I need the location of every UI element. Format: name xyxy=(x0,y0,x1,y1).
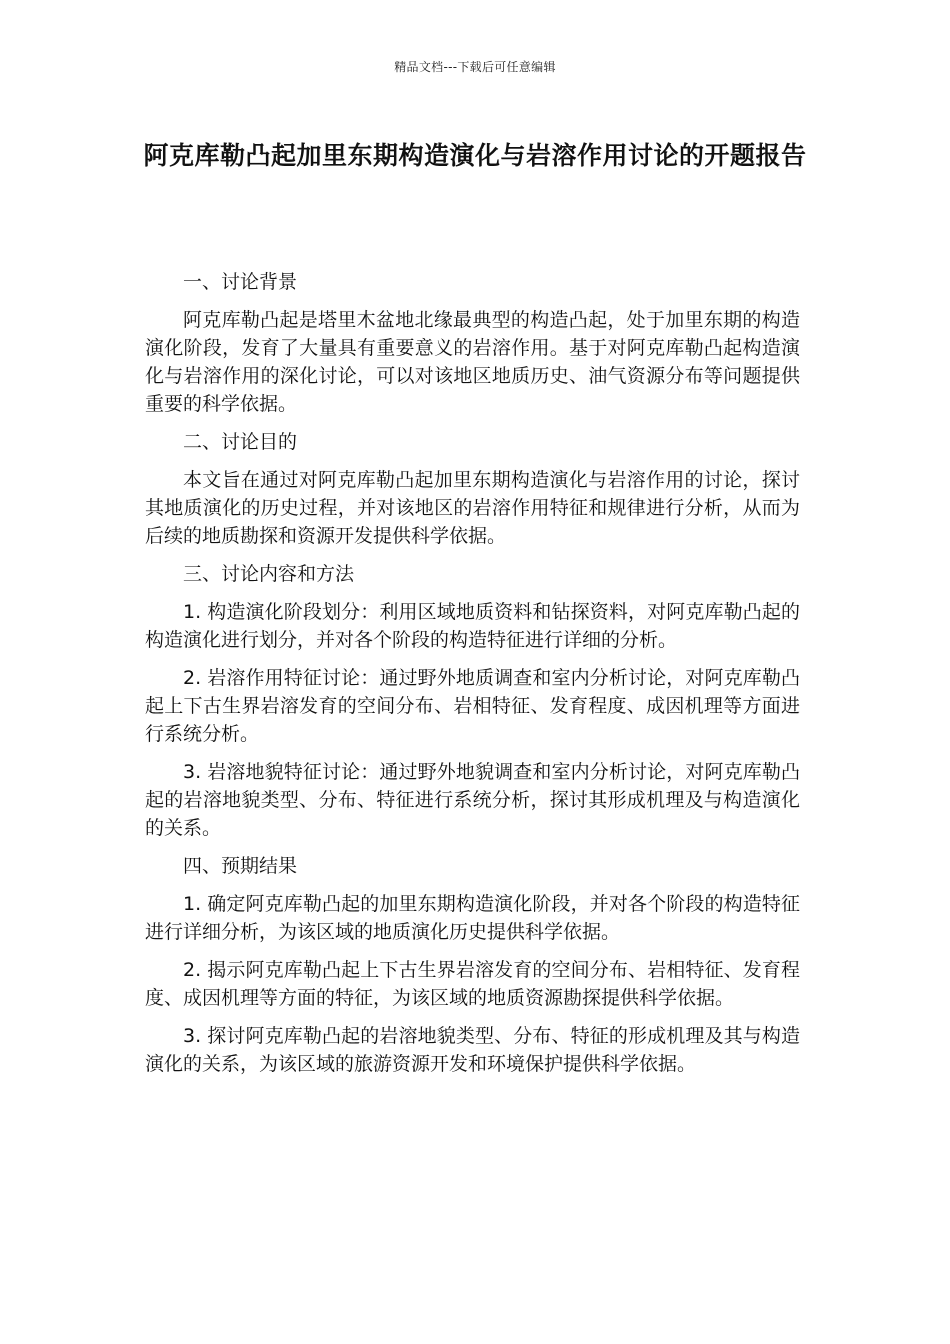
document-body xyxy=(145,268,800,1088)
list-item: 1. 构造演化阶段划分：利用区域地质资料和钻探资料，对阿克库勒凸起的构造演化进行划分，并对各个阶段的构造特征进行详细的分析。 xyxy=(145,601,800,651)
list-item: 2. 揭示阿克库勒凸起上下古生界岩溶发育的空间分布、岩相特征、发育程度、成因机理等方面的特征，为该区域的地质资源勘探提供科学依据。 xyxy=(145,959,800,1009)
list-item: 3. 岩溶地貌特征讨论：通过野外地貌调查和室内分析讨论，对阿克库勒凸起的岩溶地貌类型、分布、特征进行系统分析，探讨其形成机理及与构造演化的关系。 xyxy=(145,761,800,839)
page-header: 精品文档---下载后可任意编辑 xyxy=(394,60,556,74)
section-heading-purpose: 二、讨论目的 xyxy=(183,431,298,453)
paragraph: 阿克库勒凸起是塔里木盆地北缘最典型的构造凸起，处于加里东期的构造演化阶段，发育了大量具有重要意义的岩溶作用。基于对阿克库勒凸起构造演化与岩溶作用的深化讨论，可以对该地区地质历史、油气资源分布等问题提供重要的科学依据。 xyxy=(145,309,800,415)
list-item: 2. 岩溶作用特征讨论：通过野外地质调查和室内分析讨论，对阿克库勒凸起上下古生界岩溶发育的空间分布、岩相特征、发育程度、成因机理等方面进行系统分析。 xyxy=(145,667,800,745)
section-heading-expected-results: 四、预期结果 xyxy=(183,855,298,877)
section-heading-background: 一、讨论背景 xyxy=(183,271,298,293)
list-item: 3. 探讨阿克库勒凸起的岩溶地貌类型、分布、特征的形成机理及其与构造演化的关系，为该区域的旅游资源开发和环境保护提供科学依据。 xyxy=(145,1025,800,1075)
paragraph: 本文旨在通过对阿克库勒凸起加里东期构造演化与岩溶作用的讨论，探讨其地质演化的历史过程，并对该地区的岩溶作用特征和规律进行分析，从而为后续的地质勘探和资源开发提供科学依据。 xyxy=(145,469,800,547)
list-item: 1. 确定阿克库勒凸起的加里东期构造演化阶段，并对各个阶段的构造特征进行详细分析，为该区域的地质演化历史提供科学依据。 xyxy=(145,893,800,943)
section-heading-content-methods: 三、讨论内容和方法 xyxy=(183,563,355,585)
document-title: 阿克库勒凸起加里东期构造演化与岩溶作用讨论的开题报告 xyxy=(143,141,807,170)
